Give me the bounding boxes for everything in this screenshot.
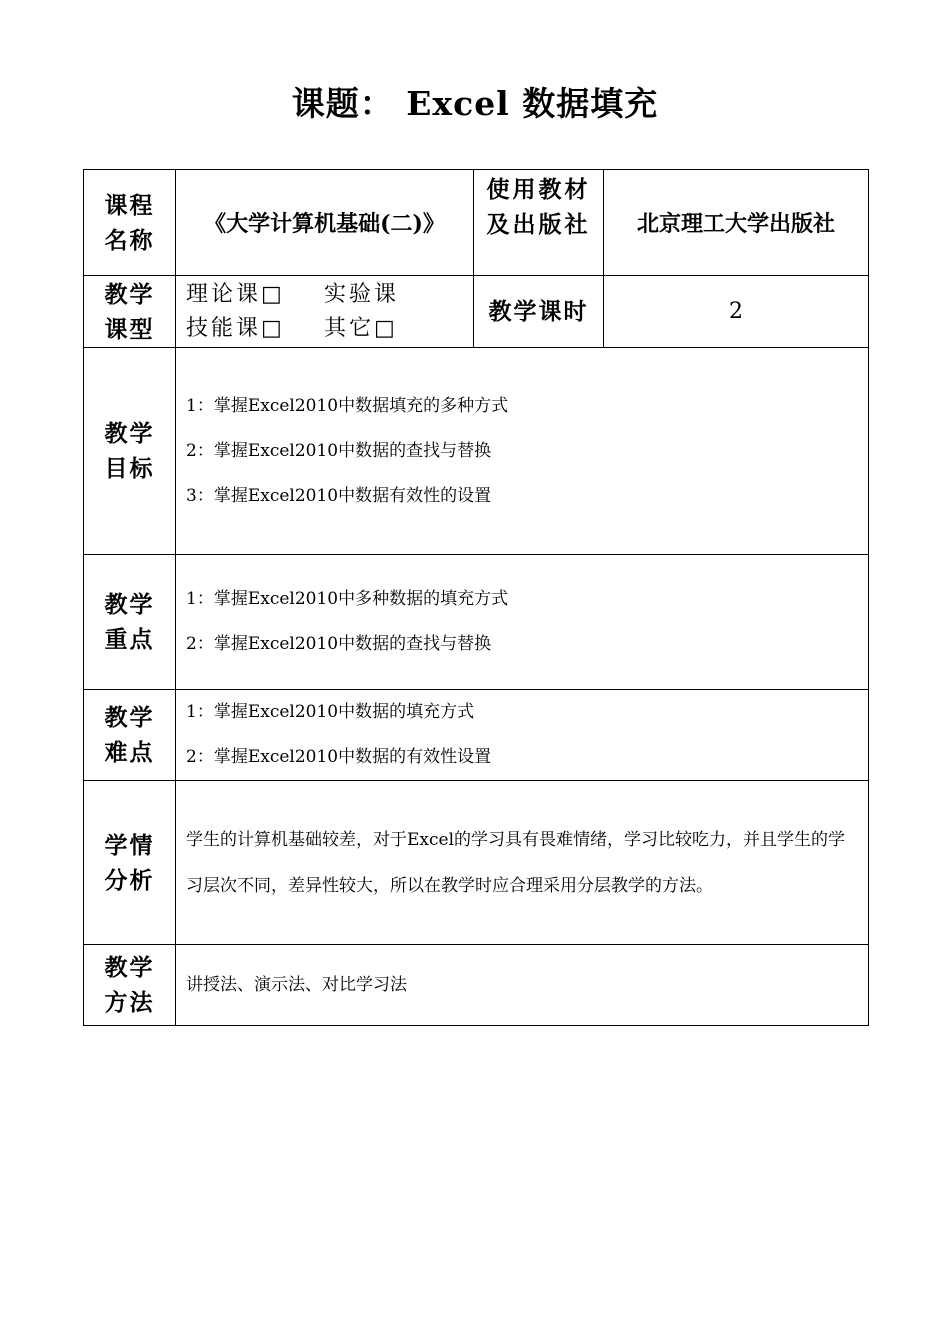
textbook-value: 北京理工大学出版社 [604, 170, 869, 276]
option-lab: 实验课 [324, 281, 400, 307]
option-other: 其它□ [324, 315, 398, 341]
label-lesson-type: 教学 课型 [84, 276, 176, 348]
label-key-points: 教学 重点 [84, 555, 176, 690]
row-goals [84, 348, 869, 555]
key-point-item: 1：掌握Excel2010中多种数据的填充方式 [186, 589, 509, 609]
row-analysis [84, 781, 869, 945]
course-name-value: 《大学计算机基础(二)》 [176, 170, 474, 276]
type-options-line-1 [186, 278, 473, 312]
type-options-line-2 [186, 312, 473, 346]
document-title: 课题： Excel 数据填充 [291, 84, 659, 123]
label-hours: 教学课时 [474, 276, 604, 348]
row-course-name [84, 170, 869, 276]
difficulty-item: 1：掌握Excel2010中数据的填充方式 [186, 702, 475, 722]
label-methods: 教学 方法 [84, 945, 176, 1026]
option-skill: 技能课□ [186, 315, 285, 341]
label-difficulties: 教学 难点 [84, 690, 176, 781]
difficulty-item: 2：掌握Excel2010中数据的有效性设置 [186, 747, 492, 767]
goals-content [176, 348, 869, 555]
row-methods [84, 945, 869, 1026]
label-course-name: 课程 名称 [84, 170, 176, 276]
methods-text: 讲授法、演示法、对比学习法 [186, 974, 407, 995]
goal-item: 2：掌握Excel2010中数据的查找与替换 [186, 440, 492, 461]
methods-content [176, 945, 869, 1026]
hours-value: 2 [604, 276, 869, 348]
lesson-plan-table [83, 169, 869, 1026]
goal-item: 1：掌握Excel2010中数据填充的多种方式 [186, 395, 509, 416]
lesson-type-options [176, 276, 474, 348]
option-theory: 理论课□ [186, 281, 285, 307]
row-lesson-type [84, 276, 869, 348]
key-points-content [176, 555, 869, 690]
label-textbook: 使用教材 及出版社 [474, 170, 604, 276]
key-point-item: 2：掌握Excel2010中数据的查找与替换 [186, 634, 492, 654]
goal-item: 3：掌握Excel2010中数据有效性的设置 [186, 485, 492, 506]
analysis-text: 学生的计算机基础较差，对于Excel的学习具有畏难情绪，学习比较吃力，并且学生的学习层次不同，差异性较大，所以在教学时应合理采用分层教学的方法。 [186, 829, 846, 896]
difficulties-content [176, 690, 869, 781]
row-difficulties [84, 690, 869, 781]
label-goals: 教学 目标 [84, 348, 176, 555]
row-key-points [84, 555, 869, 690]
analysis-content [176, 781, 869, 945]
label-analysis: 学情 分析 [84, 781, 176, 945]
